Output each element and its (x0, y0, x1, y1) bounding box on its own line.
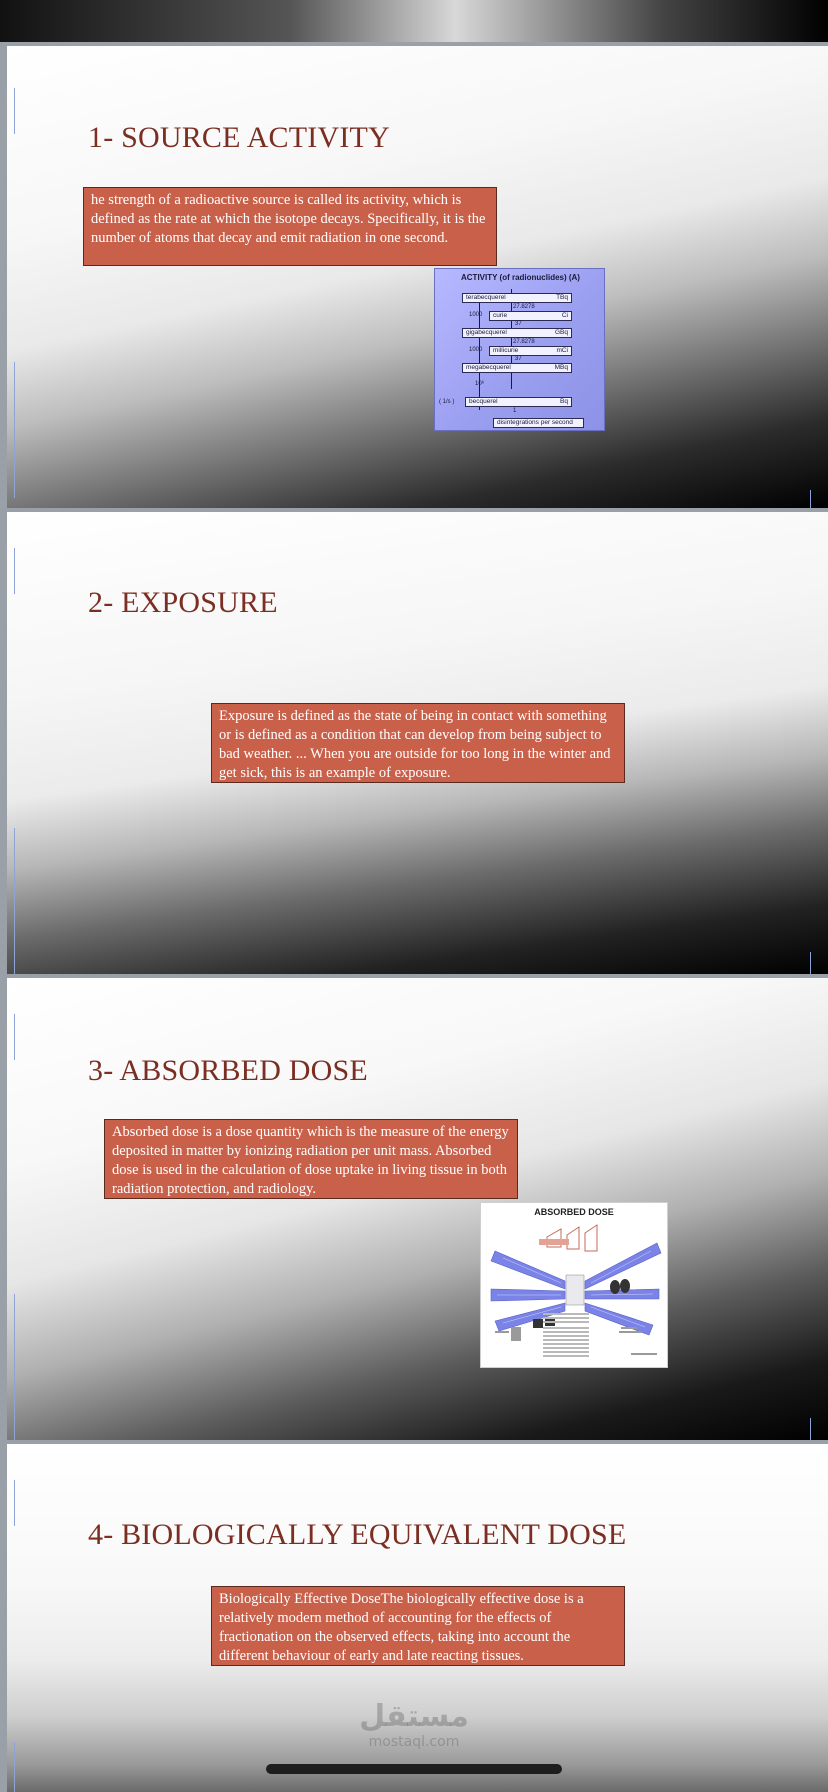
conversion-factor: 27.8278 (513, 339, 535, 345)
conversion-factor: 27.8278 (513, 304, 535, 310)
unit-curie: curie Ci (489, 311, 572, 321)
previous-slide-bottom-edge (0, 0, 828, 42)
slide-title: 1- SOURCE ACTIVITY (88, 121, 390, 154)
slide-edge-line (14, 1480, 15, 1526)
unit-gigabecquerel: gigabecquerel GBq (462, 328, 572, 338)
slide-edge-line (14, 828, 15, 974)
slide-edge-line (14, 1014, 15, 1060)
slide-edge-line (810, 952, 811, 974)
activity-diagram-title: ACTIVITY (of radionuclides) (A) (461, 273, 580, 282)
slide-title: 3- ABSORBED DOSE (88, 1054, 368, 1087)
slide-source-activity[interactable] (7, 46, 828, 508)
conversion-factor: 37 (515, 356, 522, 362)
watermark-latin: mostaql.com (368, 1734, 460, 1750)
conversion-factor: 10⁶ (475, 381, 485, 387)
absorbed-diagram-title: ABSORBED DOSE (534, 1207, 614, 1217)
slide-edge-line (14, 88, 15, 134)
unit-terabecquerel: terabecquerel TBq (462, 293, 572, 303)
slide-edge-line (14, 1294, 15, 1440)
watermark-arabic: مستقل (359, 1699, 469, 1734)
conversion-factor: 1000 (469, 347, 483, 353)
conversion-factor: ( 1/s ) (439, 399, 455, 405)
slide-text-box: Exposure is defined as the state of being in contact with something or is defined as a condition that can develop from being subject to bad weather. ... When you are outside for too long in the winter and get sick, this is an example of exposure. (211, 703, 625, 783)
activity-units-diagram (434, 268, 605, 431)
unit-megabecquerel: megabecquerel MBq (462, 363, 572, 373)
slide-edge-line (810, 1418, 811, 1440)
slide-edge-line (14, 548, 15, 594)
unit-becquerel: becquerel Bq (465, 397, 572, 407)
mostaql-watermark (0, 1700, 828, 1750)
absorbed-dose-diagram (480, 1202, 668, 1368)
home-indicator[interactable] (266, 1764, 562, 1774)
slide-title: 4- BIOLOGICALLY EQUIVALENT DOSE (88, 1518, 627, 1551)
unit-disintegrations-per-second: disintegrations per second (493, 418, 584, 428)
slide-edge-line (810, 490, 811, 508)
conversion-factor: 37 (515, 321, 522, 327)
conversion-factor: 1 (513, 408, 517, 414)
slide-text-box: he strength of a radioactive source is called its activity, which is defined as the rate at which the isotope decays. Specifically, it is the number of atoms that decay and emit radiation in one second. (83, 187, 497, 266)
slide-text-box: Biologically Effective DoseThe biologically effective dose is a relatively modern method of accounting for the effects of fractionation on the observed effects, taking into account the different behaviour of early and late reacting tissues. (211, 1586, 625, 1666)
radiation-beams-illustration (481, 1203, 669, 1369)
unit-millicurie: millicurie mCi (489, 346, 572, 356)
slide-absorbed-dose[interactable] (7, 978, 828, 1440)
slide-edge-line (14, 362, 15, 498)
slide-text-box: Absorbed dose is a dose quantity which is the measure of the energy deposited in matter by ionizing radiation per unit mass. Absorbed dose is used in the calculation of dose uptake in living tissue in both radiation protection, and radiology. (104, 1119, 518, 1199)
connector-line (511, 289, 512, 389)
conversion-factor: 1000 (469, 312, 483, 318)
slide-exposure[interactable] (7, 512, 828, 974)
slide-title: 2- EXPOSURE (88, 586, 278, 619)
